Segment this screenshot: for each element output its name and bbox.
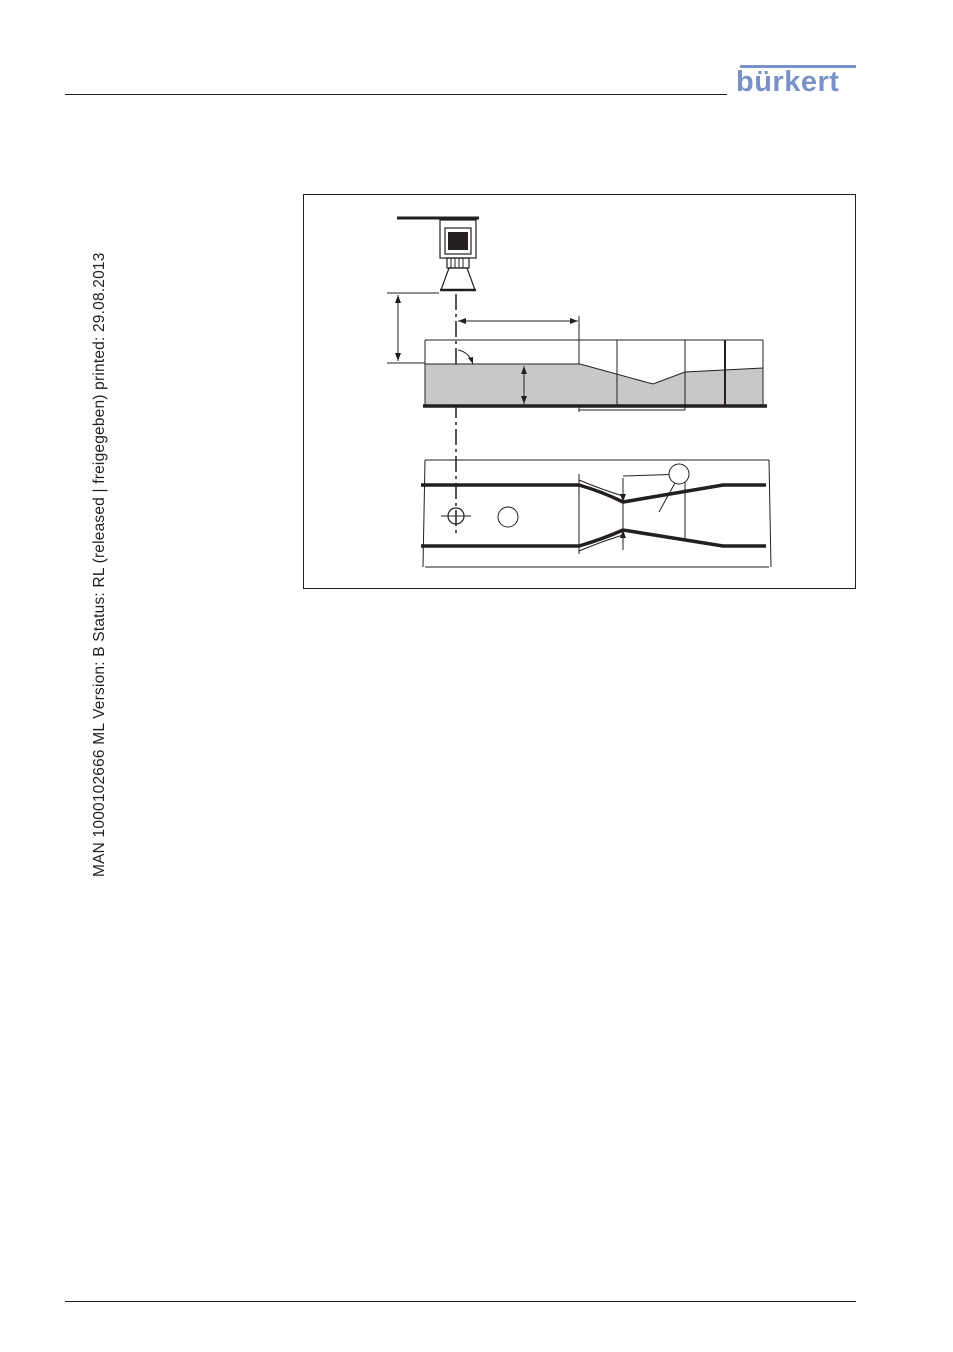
channel-wall-bottom [421, 530, 766, 546]
footer-rule [65, 1301, 856, 1302]
channel-wall-top [421, 485, 766, 502]
burkert-logo [736, 62, 858, 102]
header-rule [65, 94, 727, 95]
flume-measurement-diagram [303, 194, 856, 589]
radar-sensor-icon [440, 220, 476, 290]
logo-text: bürkert [736, 66, 840, 98]
callout-circle-icon [498, 507, 518, 527]
document-status-note: MAN 1000102666 ML Version: B Status: RL (released | freigegeben) printed: 29.08.2013 [91, 252, 108, 877]
callout-circle-icon [669, 464, 689, 484]
